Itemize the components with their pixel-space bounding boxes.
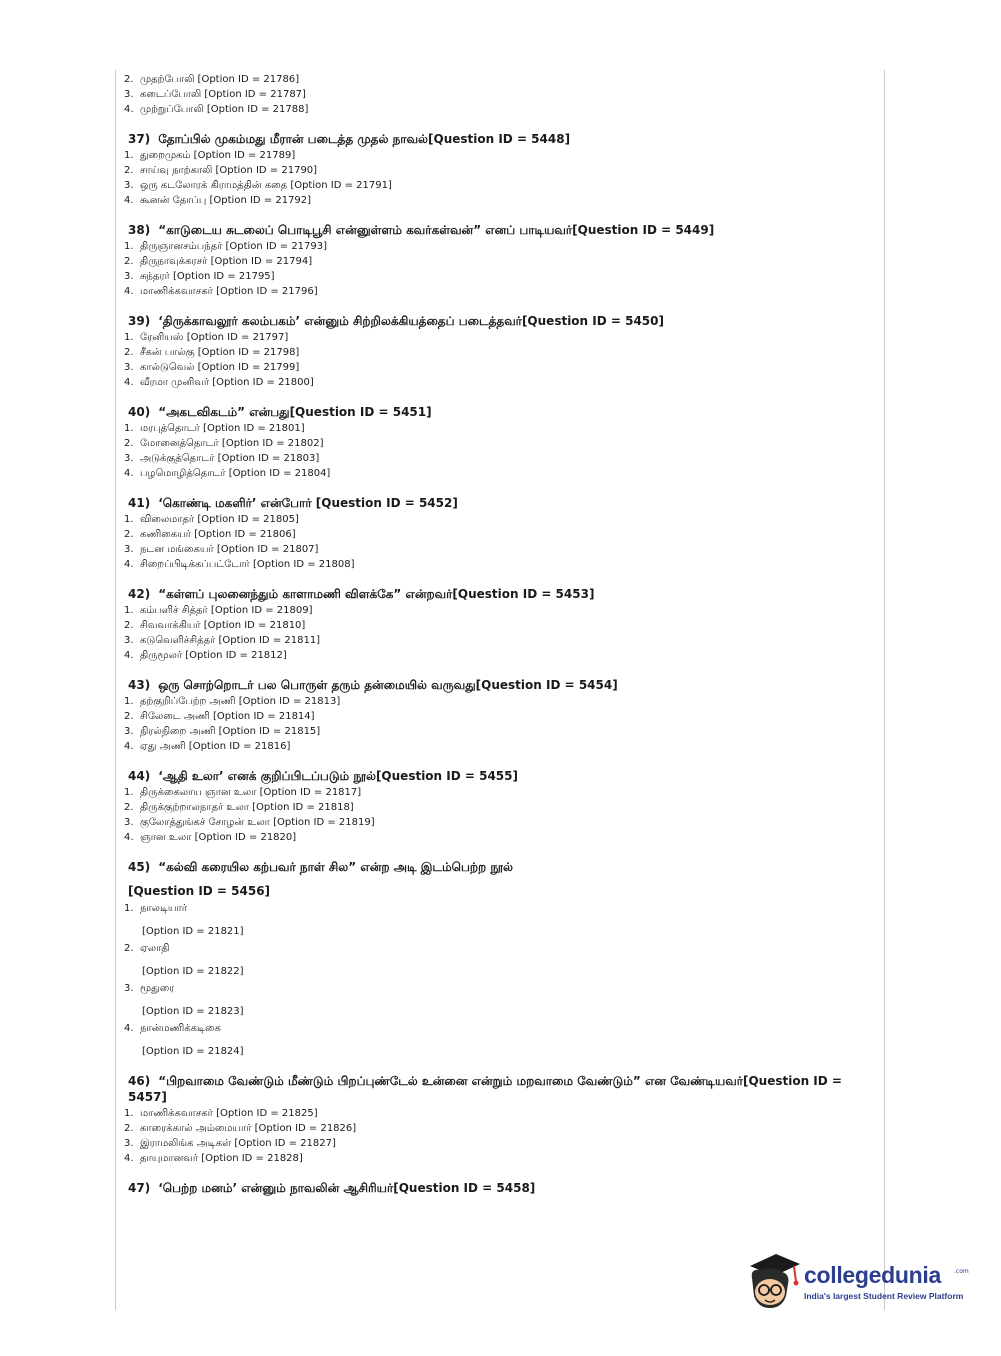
option-item: 4. முற்றுப்போலி [Option ID = 21788] (124, 104, 309, 115)
option-item: 2. திருக்குற்றாலநாதர் உலா [Option ID = 21818] (124, 802, 354, 813)
option-item: 2. கணிகையர் [Option ID = 21806] (124, 529, 296, 540)
option-item: 1. மாணிக்கவாசகர் [Option ID = 21825] (124, 1108, 318, 1119)
option-item: 1. நாலடியார் (124, 903, 187, 914)
option-item: 3. இராமலிங்க அடிகள் [Option ID = 21827] (124, 1138, 336, 1149)
logo-domain-suffix: .com (954, 1268, 969, 1275)
mascot-icon (742, 1248, 804, 1314)
option-item: 4. பழமொழித்தொடர் [Option ID = 21804] (124, 468, 331, 479)
option-item: 3. அடுக்குத்தொடர் [Option ID = 21803] (124, 453, 320, 464)
option-item: 3. கடைப்போலி [Option ID = 21787] (124, 89, 306, 100)
option-item: 2. ஏலாதி (124, 943, 170, 954)
option-item: 2. சிவவாக்கியர் [Option ID = 21810] (124, 620, 306, 631)
question-42: 42) “கள்ளப் புலனைந்தும் காளாமணி விளக்கே” என்றவர்[Question ID = 5453] (128, 587, 595, 601)
page-frame-left (115, 70, 116, 1310)
option-item: 1. விலைமாதர் [Option ID = 21805] (124, 514, 299, 525)
option-item: 2. மோனைத்தொடர் [Option ID = 21802] (124, 438, 324, 449)
option-item: 3. சுந்தரர் [Option ID = 21795] (124, 271, 275, 282)
option-id: [Option ID = 21821] (142, 926, 244, 937)
option-item: 4. மாணிக்கவாசகர் [Option ID = 21796] (124, 286, 318, 297)
page-frame-right (884, 70, 885, 1310)
collegedunia-logo (742, 1248, 972, 1318)
question-47: 47) ‘பெற்ற மனம்’ என்னும் நாவலின் ஆசிரியர்[Question ID = 5458] (128, 1181, 536, 1195)
option-item: 4. ஏது அணி [Option ID = 21816] (124, 741, 291, 752)
logo-wordmark: collegedunia (804, 1262, 941, 1288)
option-item: 4. தாயுமானவர் [Option ID = 21828] (124, 1153, 303, 1164)
option-item: 2. சாய்வு நாற்காலி [Option ID = 21790] (124, 165, 318, 176)
option-item: 2. திருநாவுக்கரசர் [Option ID = 21794] (124, 256, 313, 267)
previous-question-options (124, 72, 874, 117)
question-44: 44) ‘ஆதி உலா’ எனக் குறிப்பிடப்படும் நூல்[Question ID = 5455] (128, 769, 518, 783)
option-item: 4. கூனன் தோப்பு [Option ID = 21792] (124, 195, 312, 206)
option-item: 1. மரபுத்தொடர் [Option ID = 21801] (124, 423, 305, 434)
option-item: 1. தற்குறிப்பேற்ற அணி [Option ID = 21813] (124, 696, 341, 707)
option-item: 1. துறைமுகம் [Option ID = 21789] (124, 150, 296, 161)
question-paper (124, 72, 874, 1197)
option-id: [Option ID = 21824] (142, 1046, 244, 1057)
option-item: 4. நான்மணிக்கடிகை (124, 1023, 221, 1034)
option-item: 1. கம்பளிச் சித்தர் [Option ID = 21809] (124, 605, 313, 616)
question-46: 46) “பிறவாமை வேண்டும் மீண்டும் பிறப்புண்டேல் உன்னை என்றும் மறவாமை வேண்டும்” என வேண்டியவர்[Question ID = 5457] (128, 1074, 842, 1104)
option-item: 4. சிறைப்பிடிக்கப்பட்டோர் [Option ID = 21808] (124, 559, 355, 570)
option-item: 1. ரேனியஸ் [Option ID = 21797] (124, 332, 289, 343)
question-45: 45) “கல்வி கரையில கற்பவர் நாள் சில” என்ற அடி இடம்பெற்ற நூல் (128, 860, 513, 874)
question-37: 37) தோப்பில் முகம்மது மீரான் படைத்த முதல் நாவல்[Question ID = 5448] (128, 132, 571, 146)
option-item: 3. குலோத்துங்கச் சோழன் உலா [Option ID = 21819] (124, 817, 375, 828)
question-39: 39) ‘திருக்காவலூர் கலம்பகம்’ என்னும் சிற்றிலக்கியத்தைப் படைத்தவர்[Question ID = 5450] (128, 314, 664, 328)
option-id: [Option ID = 21822] (142, 966, 244, 977)
question-38: 38) “காடுடைய சுடலைப் பொடிபூசி என்னுள்ளம் கவர்கள்வன்” எனப் பாடியவர்[Question ID = 5449] (128, 223, 715, 237)
option-item: 2. சீகன் பால்கு [Option ID = 21798] (124, 347, 300, 358)
option-item: 3. ஒரு கடலோரக் கிராமத்தின் கதை [Option ID = 21791] (124, 180, 392, 191)
option-item: 2. காரைக்கால் அம்மையார் [Option ID = 21826] (124, 1123, 357, 1134)
question-41: 41) ‘கொண்டி மகளிர்’ என்போர் [Question ID = 5452] (128, 496, 458, 510)
option-item: 3. கால்டுவெல் [Option ID = 21799] (124, 362, 300, 373)
option-item: 1. திருக்கைலாய ஞான உலா [Option ID = 21817] (124, 787, 362, 798)
option-item: 2. சிலேடை அணி [Option ID = 21814] (124, 711, 315, 722)
option-item: 3. கடுவெளிச்சித்தர் [Option ID = 21811] (124, 635, 321, 646)
option-id: [Option ID = 21823] (142, 1006, 244, 1017)
option-item: 3. மூதுரை (124, 983, 175, 994)
question-43: 43) ஒரு சொற்றொடர் பல பொருள் தரும் தன்மையில் வருவது[Question ID = 5454] (128, 678, 618, 692)
option-item: 4. வீரமா முனிவர் [Option ID = 21800] (124, 377, 314, 388)
option-item: 3. நிரல்நிறை அணி [Option ID = 21815] (124, 726, 321, 737)
option-item: 2. முதற்போலி [Option ID = 21786] (124, 74, 300, 85)
option-item: 3. நடன மங்கையர் [Option ID = 21807] (124, 544, 319, 555)
logo-tagline: India's largest Student Review Platform (804, 1291, 964, 1301)
option-item: 1. திருஞானசம்பந்தர் [Option ID = 21793] (124, 241, 328, 252)
question-45-id: [Question ID = 5456] (128, 884, 271, 898)
question-40: 40) “அகடவிகடம்” என்பது[Question ID = 5451] (128, 405, 432, 419)
option-item: 4. ஞான உலா [Option ID = 21820] (124, 832, 297, 843)
option-item: 4. திருமூலர் [Option ID = 21812] (124, 650, 287, 661)
question-45-options (124, 901, 874, 1059)
